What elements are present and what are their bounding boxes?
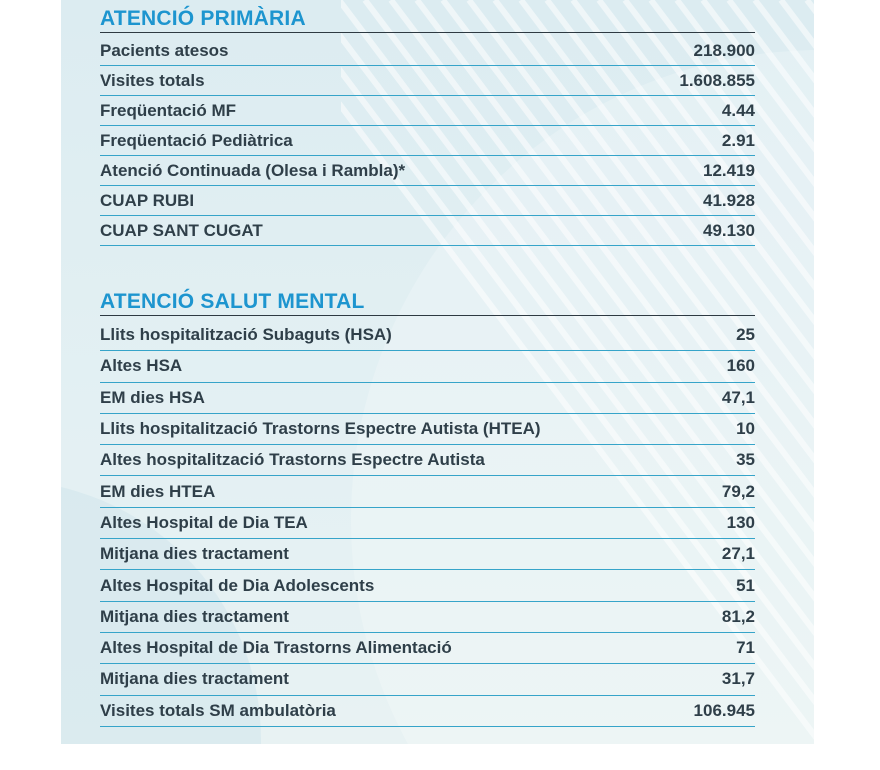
row-value: 51 xyxy=(736,575,755,595)
row-value: 4.44 xyxy=(721,100,755,120)
row-label: Altes Hospital de Dia Adolescents xyxy=(100,575,375,595)
content xyxy=(61,0,814,744)
row-label: Visites totals SM ambulatòria xyxy=(100,700,336,720)
row-label: CUAP SANT CUGAT xyxy=(100,220,263,240)
row-label: Altes Hospital de Dia Trastorns Alimentació xyxy=(100,638,452,658)
row-label: Altes Hospital de Dia TEA xyxy=(100,512,308,532)
table-row xyxy=(100,36,755,66)
section-title-atencio-primaria: ATENCIÓ PRIMÀRIA xyxy=(100,7,755,33)
row-value: 41.928 xyxy=(703,190,755,210)
row-value: 12.419 xyxy=(703,160,755,180)
table-row xyxy=(100,383,755,414)
row-value: 2.91 xyxy=(721,130,755,150)
table-row xyxy=(100,414,755,445)
row-label: EM dies HSA xyxy=(100,387,205,407)
row-value: 1.608.855 xyxy=(679,70,755,90)
row-label: Altes hospitalització Trastorns Espectre Autista xyxy=(100,450,485,470)
atencio-salut-mental-table xyxy=(100,320,755,727)
table-row xyxy=(100,539,755,570)
table-row xyxy=(100,508,755,539)
table-row xyxy=(100,602,755,633)
table-row xyxy=(100,445,755,476)
table-row xyxy=(100,476,755,507)
table-row xyxy=(100,664,755,695)
table-row xyxy=(100,96,755,126)
atencio-primaria-table xyxy=(100,36,755,246)
table-row xyxy=(100,351,755,382)
row-label: Atenció Continuada (Olesa i Rambla)* xyxy=(100,160,406,180)
row-label: Visites totals xyxy=(100,70,205,90)
row-value: 10 xyxy=(736,419,755,439)
table-row xyxy=(100,696,755,727)
table-row xyxy=(100,570,755,601)
row-label: CUAP RUBI xyxy=(100,190,195,210)
table-row xyxy=(100,186,755,216)
row-value: 218.900 xyxy=(693,40,755,60)
row-value: 47,1 xyxy=(721,387,755,407)
stats-panel xyxy=(61,0,814,744)
row-label: Freqüentació Pediàtrica xyxy=(100,130,293,150)
table-row xyxy=(100,66,755,96)
table-row xyxy=(100,126,755,156)
table-row xyxy=(100,633,755,664)
row-label: Pacients atesos xyxy=(100,40,229,60)
row-value: 81,2 xyxy=(721,606,755,626)
row-value: 130 xyxy=(726,512,755,532)
table-row xyxy=(100,320,755,351)
table-row xyxy=(100,156,755,186)
row-value: 25 xyxy=(736,325,755,345)
row-label: Freqüentació MF xyxy=(100,100,237,120)
row-value: 49.130 xyxy=(703,220,755,240)
row-value: 27,1 xyxy=(721,544,755,564)
row-value: 35 xyxy=(736,450,755,470)
table-row xyxy=(100,216,755,246)
row-value: 106.945 xyxy=(693,700,755,720)
row-label: Llits hospitalització Trastorns Espectre Autista (HTEA) xyxy=(100,419,541,439)
row-label: Mitjana dies tractament xyxy=(100,669,289,689)
row-value: 79,2 xyxy=(721,481,755,501)
row-label: Llits hospitalització Subaguts (HSA) xyxy=(100,325,392,345)
row-label: Altes HSA xyxy=(100,356,183,376)
section-title-atencio-salut-mental: ATENCIÓ SALUT MENTAL xyxy=(100,290,755,316)
row-value: 31,7 xyxy=(721,669,755,689)
row-value: 160 xyxy=(726,356,755,376)
row-label: Mitjana dies tractament xyxy=(100,606,289,626)
row-label: EM dies HTEA xyxy=(100,481,216,501)
row-value: 71 xyxy=(736,638,755,658)
row-label: Mitjana dies tractament xyxy=(100,544,289,564)
